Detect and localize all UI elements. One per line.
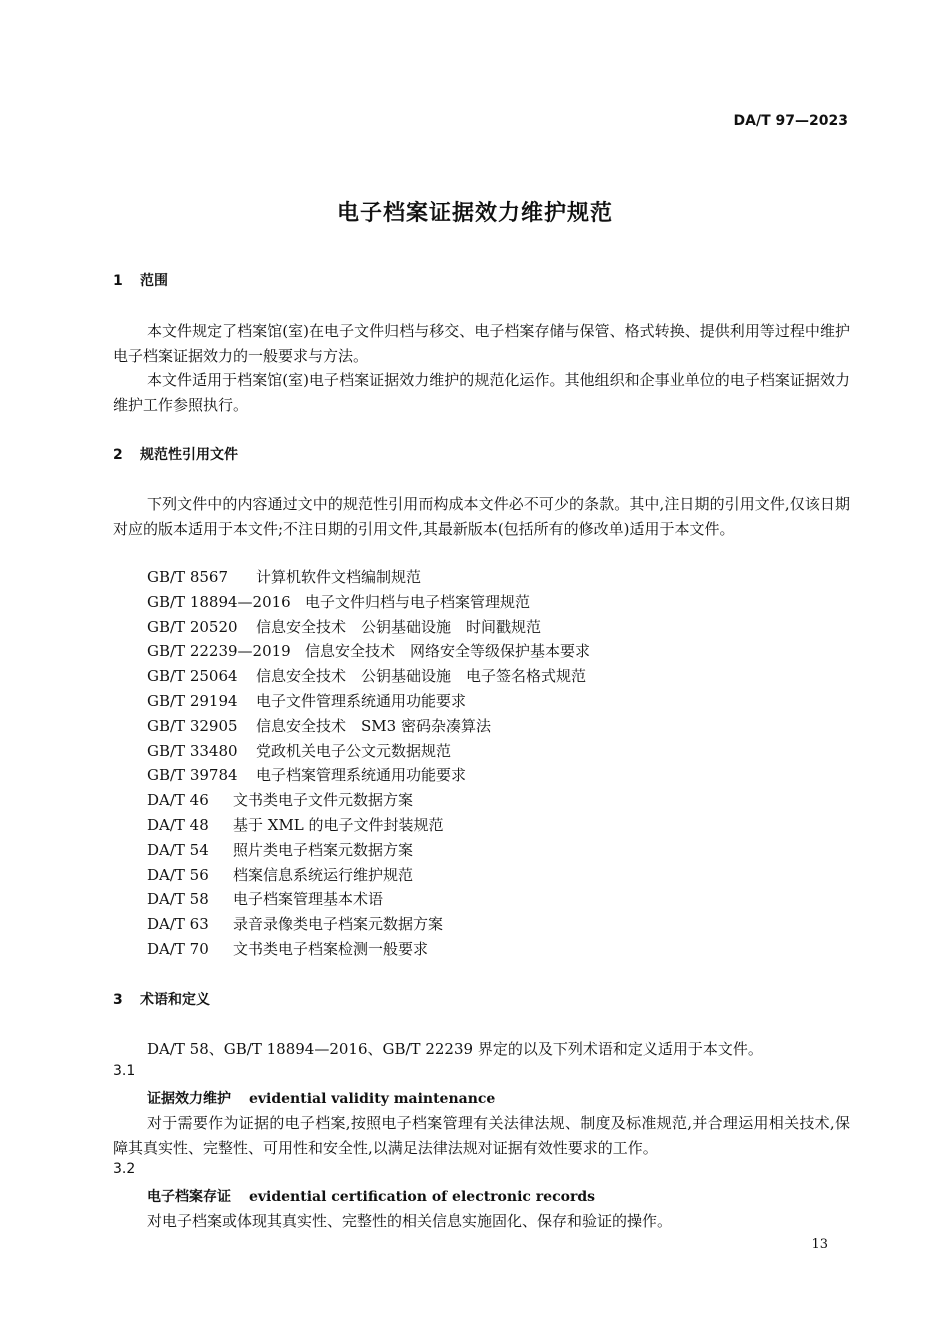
reference-code: DA/T 58 bbox=[147, 890, 209, 909]
term-definition: 对电子档案或体现其真实性、完整性的相关信息实施固化、保存和验证的操作。 bbox=[147, 1212, 673, 1230]
reference-code: DA/T 48 bbox=[147, 815, 209, 834]
reference-item bbox=[147, 616, 590, 641]
reference-title: 信息安全技术 SM3 密码杂凑算法 bbox=[256, 716, 491, 735]
section-number: 1 bbox=[113, 273, 123, 289]
reference-code: GB/T 8567 bbox=[147, 568, 229, 586]
section-1-heading bbox=[113, 270, 168, 290]
reference-code: DA/T 54 bbox=[147, 840, 209, 859]
reference-code: GB/T 29194 bbox=[147, 691, 238, 710]
term-english: evidential certification of electronic records bbox=[249, 1189, 595, 1205]
reference-item bbox=[147, 690, 590, 715]
reference-item bbox=[147, 839, 590, 864]
reference-title: 基于 XML 的电子文件封装规范 bbox=[233, 815, 444, 834]
term-chinese: 电子档案存证 bbox=[147, 1189, 231, 1205]
reference-title: 信息安全技术 网络安全等级保护基本要求 bbox=[305, 642, 591, 661]
term-definition: 对于需要作为证据的电子档案,按照电子档案管理有关法律法规、制度及标准规范,并合理运用相关技术,保障其真实性、完整性、可用性和安全性,以满足法律法规对证据有效性要求的工作。 bbox=[113, 1114, 850, 1157]
reference-title: 档案信息系统运行维护规范 bbox=[233, 865, 414, 884]
reference-title: 计算机软件文档编制规范 bbox=[256, 568, 422, 586]
reference-code: DA/T 56 bbox=[147, 865, 209, 884]
term-chinese: 证据效力维护 bbox=[147, 1091, 231, 1107]
standard-id: DA/T 97—2023 bbox=[733, 113, 848, 129]
reference-code: GB/T 33480 bbox=[147, 741, 238, 760]
reference-item bbox=[147, 591, 590, 616]
section-title: 规范性引用文件 bbox=[140, 447, 238, 463]
document-title: 电子档案证据效力维护规范 bbox=[336, 201, 613, 226]
reference-title: 信息安全技术 公钥基础设施 时间戳规范 bbox=[256, 617, 542, 636]
reference-title: 电子文件归档与电子档案管理规范 bbox=[305, 592, 531, 611]
reference-code: GB/T 32905 bbox=[147, 716, 238, 735]
section-title: 范围 bbox=[140, 273, 168, 289]
reference-code: GB/T 18894—2016 bbox=[147, 592, 291, 611]
section-number: 3 bbox=[113, 992, 123, 1008]
reference-item bbox=[147, 814, 590, 839]
section-2-heading bbox=[113, 444, 238, 464]
reference-title: 党政机关电子公文元数据规范 bbox=[256, 741, 452, 760]
term-number: 3.2 bbox=[113, 1161, 136, 1177]
page-number: 13 bbox=[811, 1237, 828, 1252]
term-title bbox=[147, 1186, 595, 1206]
paragraph: 本文件规定了档案馆(室)在电子文件归档与移交、电子档案存储与保管、格式转换、提供利用等过程中维护电子档案证据效力的一般要求与方法。 bbox=[113, 322, 850, 365]
reference-title: 录音录像类电子档案元数据方案 bbox=[233, 915, 444, 934]
reference-list bbox=[147, 566, 590, 963]
reference-item bbox=[147, 665, 590, 690]
reference-item bbox=[147, 938, 590, 963]
reference-title: 文书类电子文件元数据方案 bbox=[233, 791, 414, 810]
reference-title: 电子档案管理系统通用功能要求 bbox=[256, 766, 467, 785]
term-title bbox=[147, 1088, 495, 1108]
term-number: 3.1 bbox=[113, 1063, 136, 1079]
reference-title: 文书类电子档案检测一般要求 bbox=[233, 939, 429, 958]
section-number: 2 bbox=[113, 447, 123, 463]
reference-item bbox=[147, 764, 590, 789]
reference-code: DA/T 70 bbox=[147, 939, 209, 958]
reference-item bbox=[147, 789, 590, 814]
term-english: evidential validity maintenance bbox=[249, 1091, 496, 1107]
reference-item bbox=[147, 913, 590, 938]
paragraph: 本文件适用于档案馆(室)电子档案证据效力维护的规范化运作。其他组织和企事业单位的电子档案证据效力维护工作参照执行。 bbox=[113, 371, 850, 414]
reference-item bbox=[147, 864, 590, 889]
reference-code: GB/T 39784 bbox=[147, 766, 238, 785]
reference-item bbox=[147, 888, 590, 913]
reference-title: 电子文件管理系统通用功能要求 bbox=[256, 691, 467, 710]
reference-item bbox=[147, 566, 590, 591]
reference-item bbox=[147, 640, 590, 665]
reference-code: DA/T 63 bbox=[147, 915, 209, 934]
reference-title: 电子档案管理基本术语 bbox=[233, 890, 384, 909]
reference-item bbox=[147, 715, 590, 740]
reference-title: 信息安全技术 公钥基础设施 电子签名格式规范 bbox=[256, 667, 587, 686]
reference-item bbox=[147, 740, 590, 765]
reference-code: GB/T 22239—2019 bbox=[147, 642, 291, 661]
paragraph: 下列文件中的内容通过文中的规范性引用而构成本文件必不可少的条款。其中,注日期的引用文件,仅该日期对应的版本适用于本文件;不注日期的引用文件,其最新版本(包括所有的修改单)适用于本文件。 bbox=[113, 495, 850, 538]
reference-code: DA/T 46 bbox=[147, 791, 209, 810]
paragraph: DA/T 58、GB/T 18894—2016、GB/T 22239 界定的以及下列术语和定义适用于本文件。 bbox=[147, 1040, 763, 1058]
section-3-heading bbox=[113, 989, 210, 1009]
reference-title: 照片类电子档案元数据方案 bbox=[233, 840, 414, 859]
reference-code: GB/T 25064 bbox=[147, 667, 238, 686]
section-title: 术语和定义 bbox=[140, 992, 210, 1008]
reference-code: GB/T 20520 bbox=[147, 617, 238, 636]
